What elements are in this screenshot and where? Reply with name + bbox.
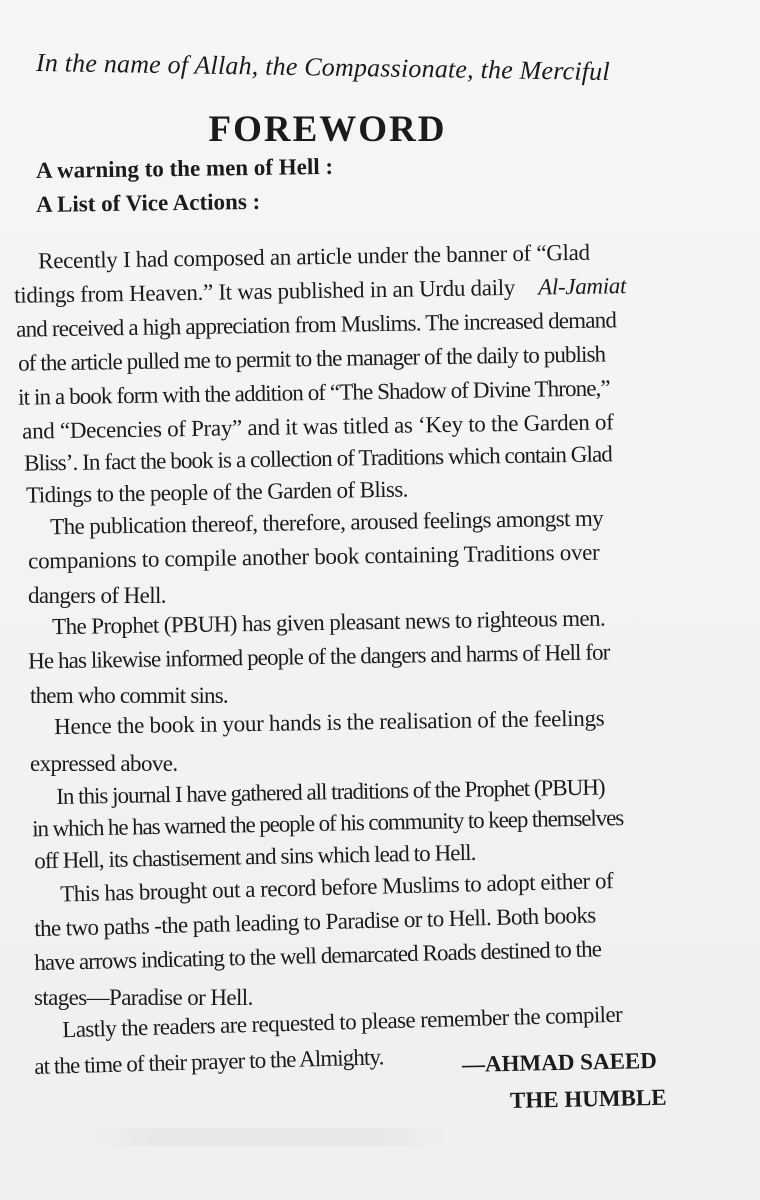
line-text: This has brought out a record before Muslims to adopt either of <box>59 868 614 907</box>
line-text: Lastly the readers are requested to please remember the compiler <box>61 1001 623 1043</box>
line-text: of the article pulled me to permit to the manager of the daily to publish <box>17 341 606 376</box>
line-text: expressed above. <box>30 751 178 776</box>
line-text: and “Decencies of Pray” and it was titled as ‘Key to the Garden of <box>21 409 614 444</box>
line-text: dangers of Hell. <box>28 583 166 608</box>
line-text: companions to compile another book containing Traditions over <box>27 539 600 574</box>
line-text: it in a book form with the addition of “The Shadow of Divine Throne,” <box>17 375 610 410</box>
line-text: In this journal I have gathered all traditions of the Prophet (PBUH) <box>55 774 605 810</box>
bleed-through-smudge <box>90 1128 450 1146</box>
text-line <box>0 538 760 574</box>
text-line <box>0 238 760 274</box>
text-line <box>0 408 760 444</box>
text-line <box>0 638 760 674</box>
text-line <box>0 374 760 410</box>
line-text: at the time of their prayer to the Almighty. <box>33 1044 384 1080</box>
line-text: and received a high appreciation from Muslims. The increased demand <box>15 307 617 342</box>
line-text: He has likewise informed people of the dangers and harms of Hell for <box>27 639 610 674</box>
line-text: off Hell, its chastisement and sins which lead to Hell. <box>33 839 476 874</box>
signature-name: —AHMAD SAEED <box>461 1047 658 1077</box>
text-line <box>0 306 760 342</box>
line-text: have arrows indicating to the well demarcated Roads destined to the <box>33 936 602 976</box>
line-text: The publication thereof, therefore, aroused feelings amongst my <box>49 505 604 540</box>
line-text: them who commit sins. <box>30 683 228 708</box>
line-text: the two paths -the path leading to Paradise or to Hell. Both books <box>33 902 596 942</box>
line-text: in which he has warned the people of his community to keep themselves <box>31 805 624 842</box>
line-text: Tidings to the people of the Garden of Bliss. <box>25 476 408 508</box>
line-text: The Prophet (PBUH) has given pleasant news to righteous men. <box>51 605 606 640</box>
line-text: stages—Paradise or Hell. <box>34 985 253 1010</box>
page-title: FOREWORD <box>208 109 447 150</box>
text-line <box>0 272 760 308</box>
signature-title: THE HUMBLE <box>509 1084 667 1113</box>
line-text: Bliss’. In fact the book is a collection of Traditions which contain Glad <box>23 441 613 476</box>
text-line <box>0 340 760 376</box>
bismillah-line: In the name of Allah, the Compassionate, the Merciful <box>35 48 611 87</box>
line-text: Hence the book in your hands is the realisation of the feelings <box>53 705 605 740</box>
subheading-vice-list: A List of Vice Actions : <box>35 188 261 217</box>
line-text: tidings from Heaven.” It was published in an Urdu daily <box>13 274 516 308</box>
subheading-warning: A warning to the men of Hell : <box>35 153 334 183</box>
newspaper-name: Al-Jamiat <box>537 273 627 300</box>
line-text: Recently I had composed an article under the banner of “Glad <box>37 239 590 274</box>
